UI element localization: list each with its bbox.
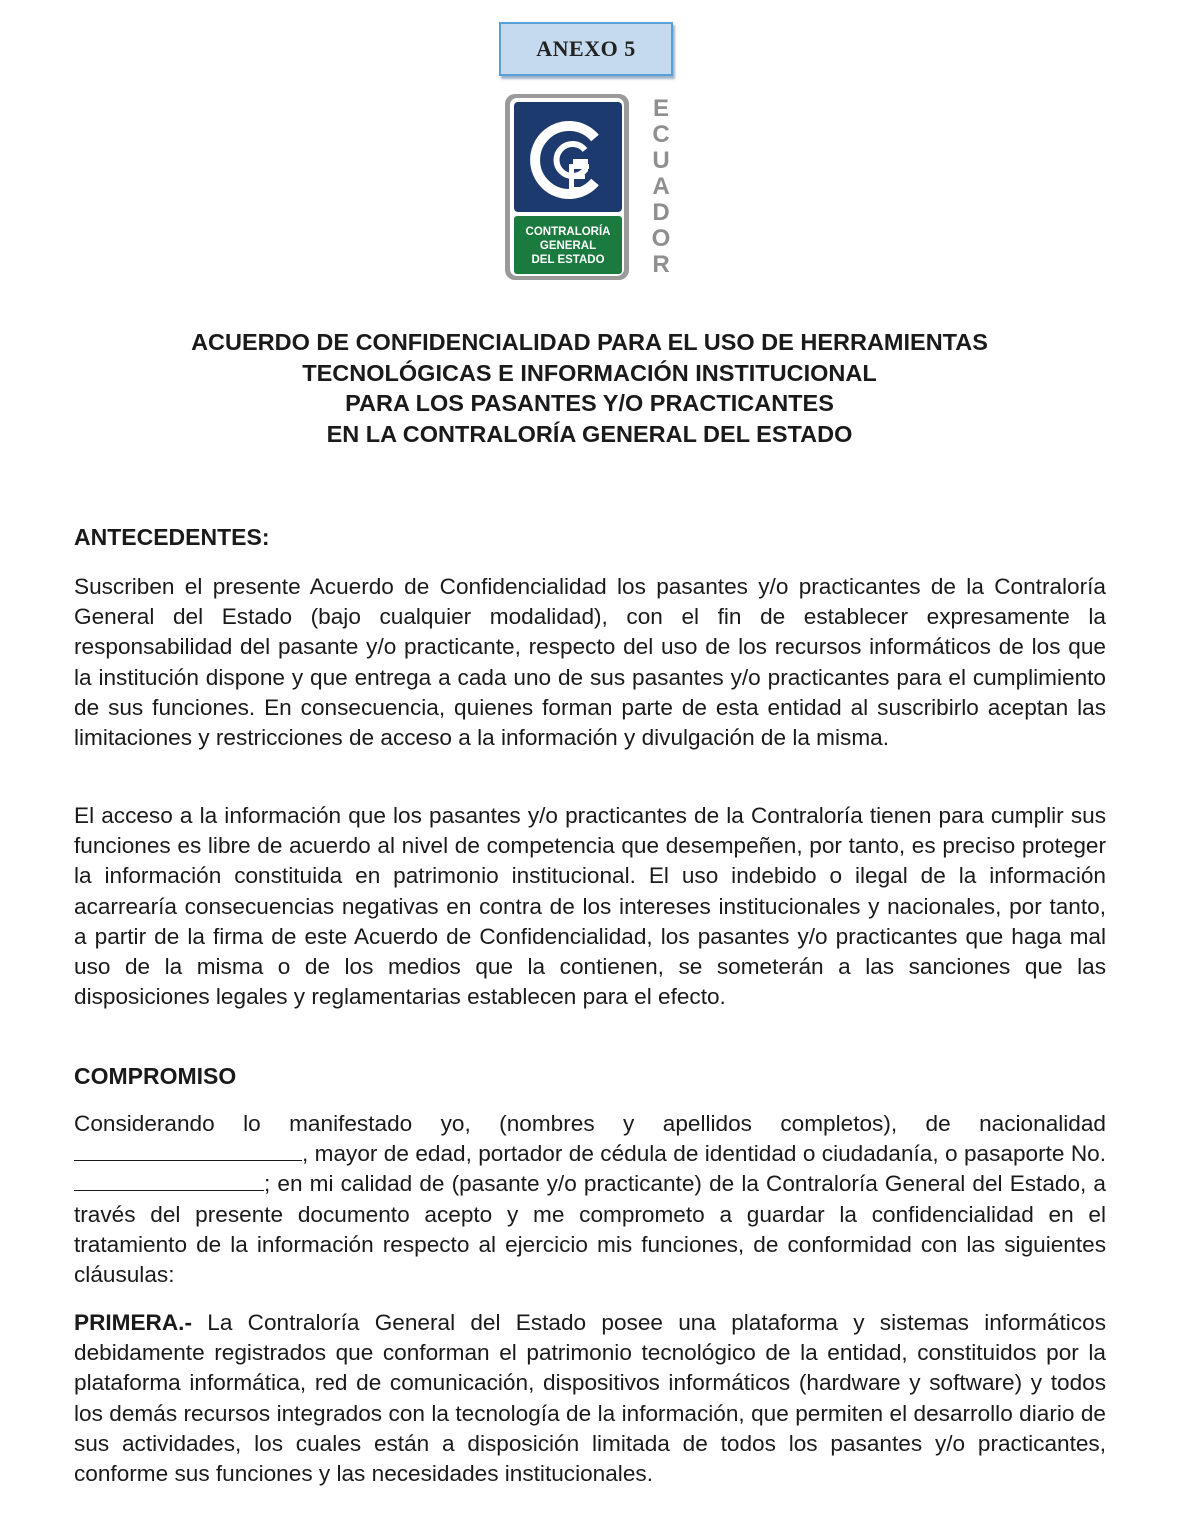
compromiso-text-1: Considerando lo manifestado yo, (nombres y apellidos completos), de nacionalidad: [74, 1111, 1106, 1136]
document-title: [60, 327, 1119, 449]
logo-letter: E: [652, 95, 670, 122]
compromiso-paragraph: [74, 1109, 1106, 1290]
compromiso-heading: COMPROMISO: [74, 1063, 237, 1089]
title-line: ACUERDO DE CONFIDENCIALIDAD PARA EL USO DE HERRAMIENTAS: [191, 329, 988, 355]
primera-paragraph-wrap: [74, 1308, 1106, 1489]
logo-org-line2: GENERAL: [539, 240, 597, 252]
passport-blank-field[interactable]: [74, 1171, 264, 1191]
primera-label: PRIMERA.-: [74, 1310, 192, 1335]
logo-letter: U: [652, 147, 670, 174]
antecedentes-heading: ANTECEDENTES:: [74, 524, 270, 550]
compromiso-paragraph-wrap: [74, 1109, 1106, 1290]
nationality-blank-field[interactable]: [74, 1141, 302, 1161]
logo-letter: O: [651, 225, 671, 252]
logo-letter: A: [652, 173, 670, 200]
logo-letter: R: [652, 251, 670, 278]
annex-label: ANEXO 5: [536, 36, 636, 61]
antecedentes-paragraph-2-wrap: [74, 801, 1106, 1012]
primera-paragraph: [74, 1308, 1106, 1489]
annex-label-box: [499, 22, 673, 76]
logo-letter: D: [652, 199, 670, 226]
primera-text: La Contraloría General del Estado posee una plataforma y sistemas informáticos debidamente registrados que conforman el patrimonio tecnológico de la entidad, constituidos por la plataforma informática, red de comunicación, dispositivos informáticos (hardware y software) y todos los demás recursos integrados con la tecnología de la información, que permiten el desarrollo diario de sus actividades, los cuales están a disposición limitada de todos los pasantes y/o practicantes, conforme sus funciones y las necesidades institucionales.: [74, 1310, 1106, 1487]
title-line: TECNOLÓGICAS E INFORMACIÓN INSTITUCIONAL: [302, 359, 877, 386]
antecedentes-paragraph-2: El acceso a la información que los pasantes y/o practicantes de la Contraloría tienen para cumplir sus funciones es libre de acuerdo al nivel de competencia que desempeñen, por tanto, es preciso proteger la información constituida en patrimonio institucional. El uso indebido o ilegal de la información acarrearía consecuencias negativas en contra de los intereses institucionales y nacionales, por tanto, a partir de la firma de este Acuerdo de Confidencialidad, los pasantes y/o practicantes que haga mal uso de la misma o de los medios que la contienen, se someterán a las sanciones que las disposiciones legales y reglamentarias establecen para el efecto.: [74, 803, 1106, 1010]
logo-letter: C: [652, 121, 670, 148]
antecedentes-paragraph-1-wrap: [74, 572, 1106, 753]
contraloria-logo: [505, 94, 680, 280]
logo-org-line1: CONTRALORÍA: [525, 226, 611, 238]
compromiso-text-3: ; en mi calidad de (pasante y/o practicante) de la Contraloría General del Estado, a través del presente documento acepto y me comprometo a guardar la confidencialidad en el tratamiento de la información respecto al ejercicio mis funciones, de conformidad con las siguientes cláusulas:: [74, 1171, 1106, 1288]
title-line: EN LA CONTRALORÍA GENERAL DEL ESTADO: [326, 420, 853, 447]
antecedentes-paragraph-1: Suscriben el presente Acuerdo de Confidencialidad los pasantes y/o practicantes de la Contraloría General del Estado (bajo cualquier modalidad), con el fin de establecer expresamente la responsabilidad del pasante y/o practicante, respecto del uso de los recursos informáticos de los que la institución dispone y que entrega a cada uno de sus pasantes y/o practicantes para el cumplimiento de sus funciones. En consecuencia, quienes forman parte de esta entidad al suscribirlo aceptan las limitaciones y restricciones de acceso a la información y divulgación de la misma.: [74, 574, 1106, 751]
logo-org-line3: DEL ESTADO: [531, 254, 605, 266]
compromiso-text-2: , mayor de edad, portador de cédula de identidad o ciudadanía, o pasaporte No.: [302, 1141, 1106, 1167]
title-line: PARA LOS PASANTES Y/O PRACTICANTES: [345, 390, 834, 416]
